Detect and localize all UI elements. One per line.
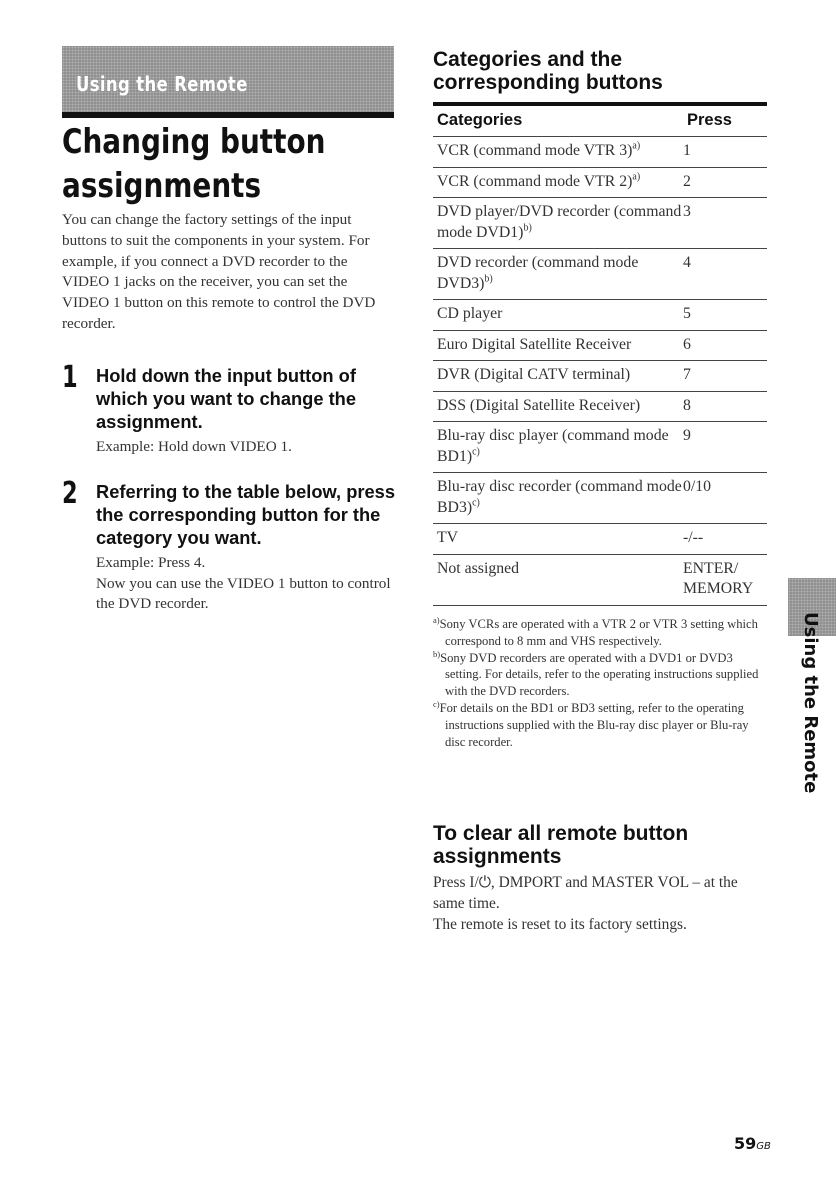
category-cell: Blu-ray disc player (command mode BD1)$^{c)}$ bbox=[433, 422, 683, 473]
intro-paragraph: You can change the factory settings of the input buttons to suit the components in your system. For example, if you connect a DVD recorder to the VIDEO 1 jacks on the receiver, you can set the VIDEO 1 button on this remote to control the DVD recorder. bbox=[62, 211, 376, 332]
table-body bbox=[433, 137, 767, 606]
table-row bbox=[433, 137, 767, 168]
categories-heading: Categories and the corresponding buttons bbox=[433, 48, 663, 94]
table-row bbox=[433, 422, 767, 473]
page-number-suffix: GB bbox=[756, 1141, 771, 1152]
table-row bbox=[433, 524, 767, 555]
footnote-b: $^{b)}$Sony DVD recorders are operated with a DVD1 or DVD3 setting. For details, refer to the operating instructions supplied with the DVD recorders. bbox=[433, 648, 759, 699]
categories-table bbox=[433, 102, 767, 606]
clear-assignments-section bbox=[433, 822, 769, 935]
table-row bbox=[433, 473, 767, 524]
step-2 bbox=[62, 476, 402, 615]
column-header-categories: Categories bbox=[433, 104, 683, 137]
table-row bbox=[433, 198, 767, 249]
step-text: Example: Hold down VIDEO 1. bbox=[96, 438, 292, 455]
press-cell: 4 bbox=[683, 249, 767, 300]
column-header-press: Press bbox=[683, 104, 767, 137]
step-1 bbox=[62, 360, 402, 458]
footnote-a: $^{a)}$Sony VCRs are operated with a VTR 2 or VTR 3 setting which correspond to 8 mm and VHS respectively. bbox=[433, 614, 758, 648]
table-row bbox=[433, 554, 767, 605]
step-text: Example: Press 4. Now you can use the VIDEO 1 button to control the DVD recorder. bbox=[96, 554, 391, 613]
step-heading: Hold down the input button of which you want to change the assignment. bbox=[96, 365, 357, 432]
footnote-c: $^{c)}$For details on the BD1 or BD3 setting, refer to the operating instructions supplied with the Blu-ray disc player or Blu-ray disc recorder. bbox=[433, 698, 749, 749]
press-cell: -/-- bbox=[683, 524, 767, 555]
category-cell: DVR (Digital CATV terminal) bbox=[433, 361, 683, 392]
table-row bbox=[433, 391, 767, 422]
press-cell: 7 bbox=[683, 361, 767, 392]
clear-assignments-heading: To clear all remote button assignments bbox=[433, 822, 689, 868]
category-cell: CD player bbox=[433, 300, 683, 331]
category-cell: Euro Digital Satellite Receiver bbox=[433, 330, 683, 361]
category-cell: VCR (command mode VTR 2)$^{a)}$ bbox=[433, 167, 683, 198]
section-banner-title: Using the Remote bbox=[76, 72, 248, 96]
page-title: Changing button assignments bbox=[62, 122, 326, 206]
press-cell: 3 bbox=[683, 198, 767, 249]
step-number: 2 bbox=[62, 476, 78, 511]
category-cell: TV bbox=[433, 524, 683, 555]
step-heading: Referring to the table below, press the corresponding button for the category you want. bbox=[96, 481, 395, 548]
category-cell: DVD recorder (command mode DVD3)$^{b)}$ bbox=[433, 249, 683, 300]
category-cell: Blu-ray disc recorder (command mode BD3)$^{c)}$ bbox=[433, 473, 683, 524]
table-row bbox=[433, 249, 767, 300]
clear-assignments-result: The remote is reset to its factory settings. bbox=[433, 916, 687, 933]
table-row bbox=[433, 330, 767, 361]
table-row bbox=[433, 167, 767, 198]
category-cell: DSS (Digital Satellite Receiver) bbox=[433, 391, 683, 422]
press-cell: 5 bbox=[683, 300, 767, 331]
press-cell: ENTER/ MEMORY bbox=[683, 554, 767, 605]
side-tab-label: Using the Remote bbox=[800, 612, 821, 794]
page-number: 59GB bbox=[734, 1134, 771, 1153]
table-header-row bbox=[433, 104, 767, 137]
press-cell: 8 bbox=[683, 391, 767, 422]
footnotes bbox=[433, 616, 767, 750]
section-banner bbox=[62, 46, 394, 118]
press-cell: 2 bbox=[683, 167, 767, 198]
table-row bbox=[433, 361, 767, 392]
category-cell: Not assigned bbox=[433, 554, 683, 605]
press-cell: 0/10 bbox=[683, 473, 767, 524]
step-number: 1 bbox=[62, 360, 78, 395]
table-row bbox=[433, 300, 767, 331]
category-cell: VCR (command mode VTR 3)$^{a)}$ bbox=[433, 137, 683, 168]
press-cell: 6 bbox=[683, 330, 767, 361]
press-cell: 9 bbox=[683, 422, 767, 473]
clear-assignments-text: Press I/⏻, DMPORT and MASTER VOL – at the same time. bbox=[433, 874, 738, 912]
press-cell: 1 bbox=[683, 137, 767, 168]
category-cell: DVD player/DVD recorder (command mode DVD1)$^{b)}$ bbox=[433, 198, 683, 249]
